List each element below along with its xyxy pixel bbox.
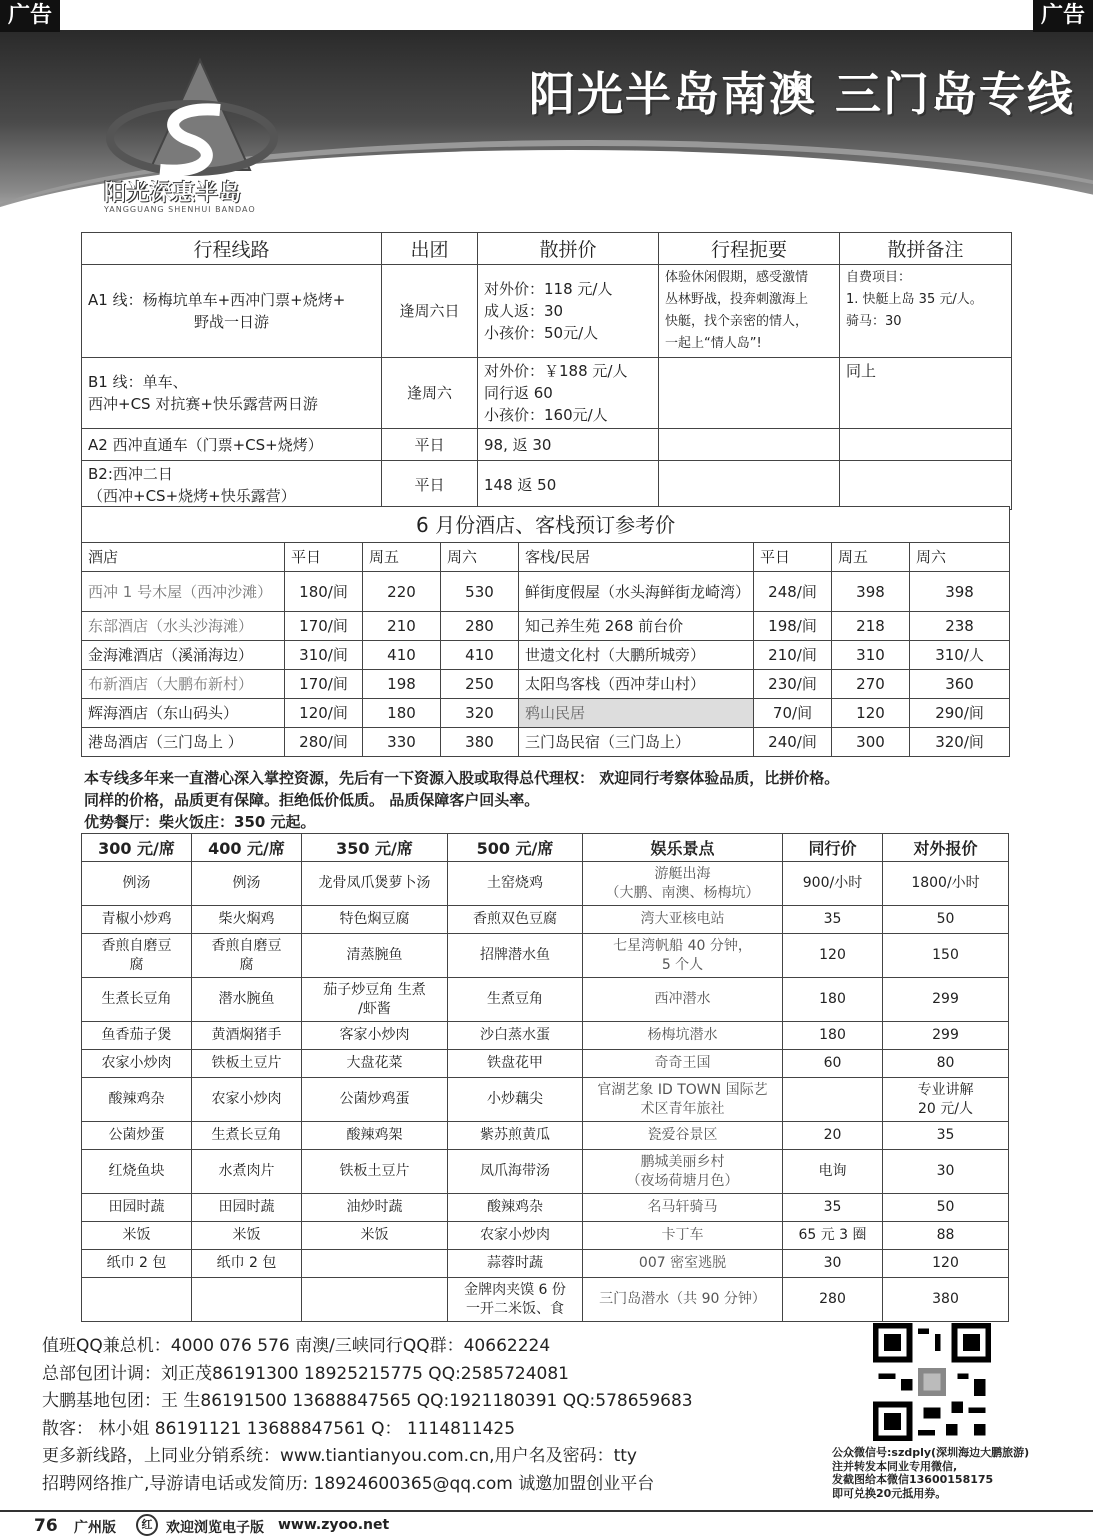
attraction-name: 瓷爱谷景区 [583,1122,783,1150]
price-cell: 对外价：118 元/人 成人返：30 小孩价：50元/人 [478,265,659,358]
table-row [82,728,1010,757]
menu-350-dish: 清蒸腕鱼 [302,934,448,978]
hotel-saturday-price: 280 [441,612,519,641]
page-number: 76 [34,1516,58,1536]
hotel-friday-price: 330 [363,728,441,757]
menu-350-dish: 公菌炒鸡蛋 [302,1078,448,1122]
header-cell: 对外报价 [883,834,1009,862]
table-row [82,1278,1009,1322]
table-row [82,1150,1009,1194]
table-row [82,265,1012,358]
header-cell: 娱乐景点 [583,834,783,862]
menu-300-dish: 生煮长豆角 [82,978,192,1022]
menu-500-dish: 酸辣鸡杂 [448,1194,583,1222]
hotel-saturday-price: 380 [441,728,519,757]
header-cell: 300 元/席 [82,834,192,862]
inn-name: 三门岛民宿（三门岛上） [519,728,754,757]
hotel-friday-price: 210 [363,612,441,641]
attraction-name: 名马轩骑马 [583,1194,783,1222]
menu-350-dish: 铁板土豆片 [302,1150,448,1194]
menu-350-dish: 油炒时蔬 [302,1194,448,1222]
hotel-friday-price: 410 [363,641,441,670]
hotel-name: 金海滩酒店（溪涌海边） [82,641,285,670]
public-price: 150 [883,934,1009,978]
hotel-weekday-price: 280/间 [285,728,363,757]
agency-price: 900/小时 [783,862,883,906]
menu-400-dish: 例汤 [192,862,302,906]
public-price: 专业讲解 20 元/人 [883,1078,1009,1122]
menu-table [81,833,1009,1322]
summary-cell: 体验休闲假期，感受激情 丛林野战，投奔刺激海上 快艇，找个亲密的情人， 一起上“情人岛”! [659,265,840,358]
public-price: 30 [883,1150,1009,1194]
menu-500-dish: 小炒藕尖 [448,1078,583,1122]
logo-name: 阳光深惠半岛 [104,181,243,206]
ad-tag-right: 广告 [1033,0,1093,32]
menu-350-dish: 茄子炒豆角 生煮 /虾酱 [302,978,448,1022]
attraction-name: 官湖艺象 ID TOWN 国际艺 术区青年旅社 [583,1078,783,1122]
contact-line: 总部包团计调：刘正茂86191300 18925215775 QQ:2585724081 [42,1363,569,1384]
hotels-table [81,506,1010,757]
table-row [82,358,1012,429]
public-price: 50 [883,906,1009,934]
notes-cell: 同上 [840,358,1012,429]
menu-500-dish: 土窑烧鸡 [448,862,583,906]
departure-cell: 平日 [382,461,478,510]
table-row [82,429,1012,461]
departure-cell: 逢周六 [382,358,478,429]
header-cell: 周五 [363,543,441,572]
table-row [82,641,1010,670]
menu-300-dish: 例汤 [82,862,192,906]
header-cell: 行程扼要 [659,233,840,265]
menu-400-dish: 铁板土豆片 [192,1050,302,1078]
edition-label: 广州版 [74,1520,116,1536]
menu-300-dish: 公菌炒蛋 [82,1122,192,1150]
menu-400-dish: 黄酒焖猪手 [192,1022,302,1050]
hotel-weekday-price: 120/间 [285,699,363,728]
menu-500-dish: 招牌潜水鱼 [448,934,583,978]
public-price: 380 [883,1278,1009,1322]
table-row [82,1222,1009,1250]
route-cell: A1 线：杨梅坑单车+西冲门票+烧烤+ 野战一日游 [82,265,382,358]
hotel-name: 布新酒店（大鹏布新村） [82,670,285,699]
table-row [82,699,1010,728]
menu-500-dish: 农家小炒肉 [448,1222,583,1250]
header-cell: 行程线路 [82,233,382,265]
menu-400-dish: 柴火焖鸡 [192,906,302,934]
menu-400-dish: 农家小炒肉 [192,1078,302,1122]
inn-weekday-price: 210/间 [754,641,832,670]
departure-cell: 平日 [382,429,478,461]
table-header-row [82,233,1012,265]
notes-line: 同样的价格，品质更有保障。拒绝低价低质。 品质保障客户回头率。 [84,791,540,809]
logo-subtitle: YANGGUANG SHENHUI BANDAO [104,205,256,214]
menu-300-dish [82,1278,192,1322]
header-cell: 同行价 [783,834,883,862]
agency-price: 60 [783,1050,883,1078]
hotel-weekday-price: 170/间 [285,612,363,641]
route-cell: B2:西冲二日 （西冲+CS+烧烤+快乐露营） [82,461,382,510]
inn-name: 知己养生苑 268 前台价 [519,612,754,641]
table-row [82,862,1009,906]
route-cell: A2 西冲直通车（门票+CS+烧烤） [82,429,382,461]
menu-500-dish: 生煮豆角 [448,978,583,1022]
inn-weekday-price: 70/间 [754,699,832,728]
contact-line: 值班QQ兼总机：4000 076 576 南澳/三峡同行QQ群：40662224 [42,1336,551,1356]
menu-400-dish: 生煮长豆角 [192,1122,302,1150]
table-row [82,1122,1009,1150]
table-row [82,906,1009,934]
header-cell: 周六 [910,543,1010,572]
header-cell: 出团 [382,233,478,265]
inn-saturday-price: 360 [910,670,1010,699]
hotel-saturday-price: 250 [441,670,519,699]
price-cell: 98, 返 30 [478,429,659,461]
table-row [82,978,1009,1022]
public-price: 88 [883,1222,1009,1250]
header-cell: 周五 [832,543,910,572]
attraction-name: 游艇出海 （大鹏、南澳、杨梅坑） [583,862,783,906]
attraction-name: 鹏城美丽乡村 （夜场荷塘月色） [583,1150,783,1194]
qr-code-icon[interactable] [872,1323,992,1441]
public-price: 1800/小时 [883,862,1009,906]
hotel-name: 西冲 1 号木屋（西冲沙滩） [82,572,285,612]
menu-350-dish: 客家小炒肉 [302,1022,448,1050]
menu-500-dish: 香煎双色豆腐 [448,906,583,934]
attraction-name: 杨梅坑潜水 [583,1022,783,1050]
routes-table [81,232,1012,510]
hotel-weekday-price: 170/间 [285,670,363,699]
menu-300-dish: 红烧鱼块 [82,1150,192,1194]
menu-400-dish: 潜水腕鱼 [192,978,302,1022]
attraction-name: 卡丁车 [583,1222,783,1250]
inn-saturday-price: 290/间 [910,699,1010,728]
table-row [82,1250,1009,1278]
attraction-name: 七星湾帆船 40 分钟， 5 个人 [583,934,783,978]
header-cell: 350 元/席 [302,834,448,862]
menu-300-dish: 米饭 [82,1222,192,1250]
menu-500-dish: 铁盘花甲 [448,1050,583,1078]
menu-400-dish: 水煮肉片 [192,1150,302,1194]
table-row [82,1194,1009,1222]
inn-weekday-price: 248/间 [754,572,832,612]
public-price: 35 [883,1122,1009,1150]
contacts-block [42,1333,842,1498]
hotel-friday-price: 180 [363,699,441,728]
menu-300-dish: 纸巾 2 包 [82,1250,192,1278]
inn-name: 太阳鸟客栈（西冲芽山村） [519,670,754,699]
header-cell: 客栈/民居 [519,543,754,572]
header-cell: 酒店 [82,543,285,572]
attraction-name: 西冲潜水 [583,978,783,1022]
inn-name: 世遗文化村（大鹏所城旁） [519,641,754,670]
menu-300-dish: 田园时蔬 [82,1194,192,1222]
hotel-friday-price: 220 [363,572,441,612]
menu-400-dish: 纸巾 2 包 [192,1250,302,1278]
agency-price: 180 [783,978,883,1022]
table-row [82,670,1010,699]
departure-cell: 逢周六日 [382,265,478,358]
header-cell: 平日 [754,543,832,572]
contact-line: 散客： 林小姐 86191121 13688847561 Q： 1114811425 [42,1418,516,1439]
inn-saturday-price: 398 [910,572,1010,612]
website-link[interactable]: www.zyoo.net [278,1517,390,1533]
public-price: 120 [883,1250,1009,1278]
inn-friday-price: 218 [832,612,910,641]
inn-name: 鸦山民居 [519,699,754,728]
hotel-saturday-price: 410 [441,641,519,670]
contact-line: 招聘网络推广,导游请电话或发简历: 18924600365@qq.com 诚邀加盟创业平台 [42,1473,655,1494]
menu-300-dish: 鱼香茄子煲 [82,1022,192,1050]
hotel-weekday-price: 310/间 [285,641,363,670]
header-cell: 散拼备注 [840,233,1012,265]
table-row [82,461,1012,510]
menu-500-dish: 金牌肉夹馍 6 份 一开二米饭、食 [448,1278,583,1322]
summary-cell [659,358,840,429]
browse-label: 欢迎浏览电子版 [166,1520,264,1536]
hotel-saturday-price: 320 [441,699,519,728]
summary-cell [659,461,840,510]
menu-350-dish: 大盘花菜 [302,1050,448,1078]
inn-saturday-price: 320/间 [910,728,1010,757]
menu-300-dish: 青椒小炒鸡 [82,906,192,934]
menu-500-dish: 凤爪海带汤 [448,1150,583,1194]
agency-price: 65 元 3 圈 [783,1222,883,1250]
route-cell: B1 线：单车、 西冲+CS 对抗赛+快乐露营两日游 [82,358,382,429]
inn-name: 鲜街度假屋（水头海鲜街龙崎湾） [519,572,754,612]
table-row [82,612,1010,641]
notes-line: 本专线多年来一直潜心深入掌控资源，先后有一下资源入股或取得总代理权： 欢迎同行考察体验品质，比拼价格。 [84,769,840,787]
menu-300-dish: 香煎自磨豆 腐 [82,934,192,978]
inn-friday-price: 270 [832,670,910,699]
qr-note: 公众微信号:szdply(深圳海边大鹏旅游) 注并转发本同业专用微信, 发截图给本微信13600158175 即可兑换20元抵用券。 [832,1446,1030,1500]
inn-saturday-price: 310/人 [910,641,1010,670]
public-price: 299 [883,1022,1009,1050]
agency-price: 35 [783,1194,883,1222]
attraction-name: 湾大亚核电站 [583,906,783,934]
public-price: 299 [883,978,1009,1022]
menu-350-dish [302,1278,448,1322]
agency-price: 35 [783,906,883,934]
inn-friday-price: 300 [832,728,910,757]
price-cell: 对外价：￥188 元/人 同行返 60 小孩价：160元/人 [478,358,659,429]
hotel-friday-price: 198 [363,670,441,699]
agency-price: 180 [783,1022,883,1050]
table-header-row [82,834,1009,862]
header-cell: 散拼价 [478,233,659,265]
menu-300-dish: 农家小炒肉 [82,1050,192,1078]
ad-tag-left: 广告 [0,0,60,32]
hotel-weekday-price: 180/间 [285,572,363,612]
menu-400-dish: 香煎自磨豆 腐 [192,934,302,978]
table-row [82,572,1010,612]
menu-350-dish: 龙骨凤爪煲萝卜汤 [302,862,448,906]
header-cell: 周六 [441,543,519,572]
table-row [82,1078,1009,1122]
menu-350-dish: 米饭 [302,1222,448,1250]
notes-cell [840,461,1012,510]
menu-500-dish: 蒜蓉时蔬 [448,1250,583,1278]
hotel-name: 港岛酒店（三门岛上 ） [82,728,285,757]
agency-price: 电询 [783,1150,883,1194]
menu-500-dish: 沙白蒸水蛋 [448,1022,583,1050]
notes-cell [840,429,1012,461]
inn-friday-price: 310 [832,641,910,670]
hotel-name: 辉海酒店（东山码头） [82,699,285,728]
table-row [82,1050,1009,1078]
attraction-name: 三门岛潜水（共 90 分钟） [583,1278,783,1322]
public-price: 80 [883,1050,1009,1078]
table-header-row [82,543,1010,572]
table-row [82,1022,1009,1050]
inn-friday-price: 120 [832,699,910,728]
menu-400-dish [192,1278,302,1322]
agency-price: 280 [783,1278,883,1322]
public-price: 50 [883,1194,1009,1222]
menu-350-dish: 酸辣鸡架 [302,1122,448,1150]
agency-price [783,1078,883,1122]
inn-weekday-price: 230/间 [754,670,832,699]
inn-saturday-price: 238 [910,612,1010,641]
page-title: 阳光半岛南澳 三门岛专线 [528,67,1075,121]
header-cell: 平日 [285,543,363,572]
menu-400-dish: 米饭 [192,1222,302,1250]
table-row [82,934,1009,978]
notes-line: 优势餐厅：柴火饭庄：350 元起。 [84,813,316,831]
notes-block [84,767,1014,833]
menu-300-dish: 酸辣鸡杂 [82,1078,192,1122]
menu-350-dish: 特色焖豆腐 [302,906,448,934]
summary-cell [659,429,840,461]
price-cell: 148 返 50 [478,461,659,510]
attraction-name: 奇奇王国 [583,1050,783,1078]
menu-500-dish: 紫苏煎黄瓜 [448,1122,583,1150]
publication-logo-icon: 红 [136,1514,158,1536]
attraction-name: 007 密室逃脱 [583,1250,783,1278]
contact-line: 更多新线路，上同业分销系统：www.tiantianyou.com.cn,用户名及密码：tty [42,1446,637,1466]
hotels-caption: 6 月份酒店、客栈预订参考价 [82,507,1010,543]
footer [0,1506,1093,1538]
inn-weekday-price: 198/间 [754,612,832,641]
hotel-name: 东部酒店（水头沙海滩） [82,612,285,641]
notes-cell: 自费项目： 1. 快艇上岛 35 元/人。 骑马：30 [840,265,1012,358]
agency-price: 20 [783,1122,883,1150]
agency-price: 30 [783,1250,883,1278]
menu-350-dish [302,1250,448,1278]
header-cell: 500 元/席 [448,834,583,862]
header-cell: 400 元/席 [192,834,302,862]
menu-400-dish: 田园时蔬 [192,1194,302,1222]
hotel-saturday-price: 530 [441,572,519,612]
inn-friday-price: 398 [832,572,910,612]
contact-line: 大鹏基地包团：王 生86191500 13688847565 QQ:1921180391 QQ:578659683 [42,1391,693,1411]
inn-weekday-price: 240/间 [754,728,832,757]
agency-price: 120 [783,934,883,978]
